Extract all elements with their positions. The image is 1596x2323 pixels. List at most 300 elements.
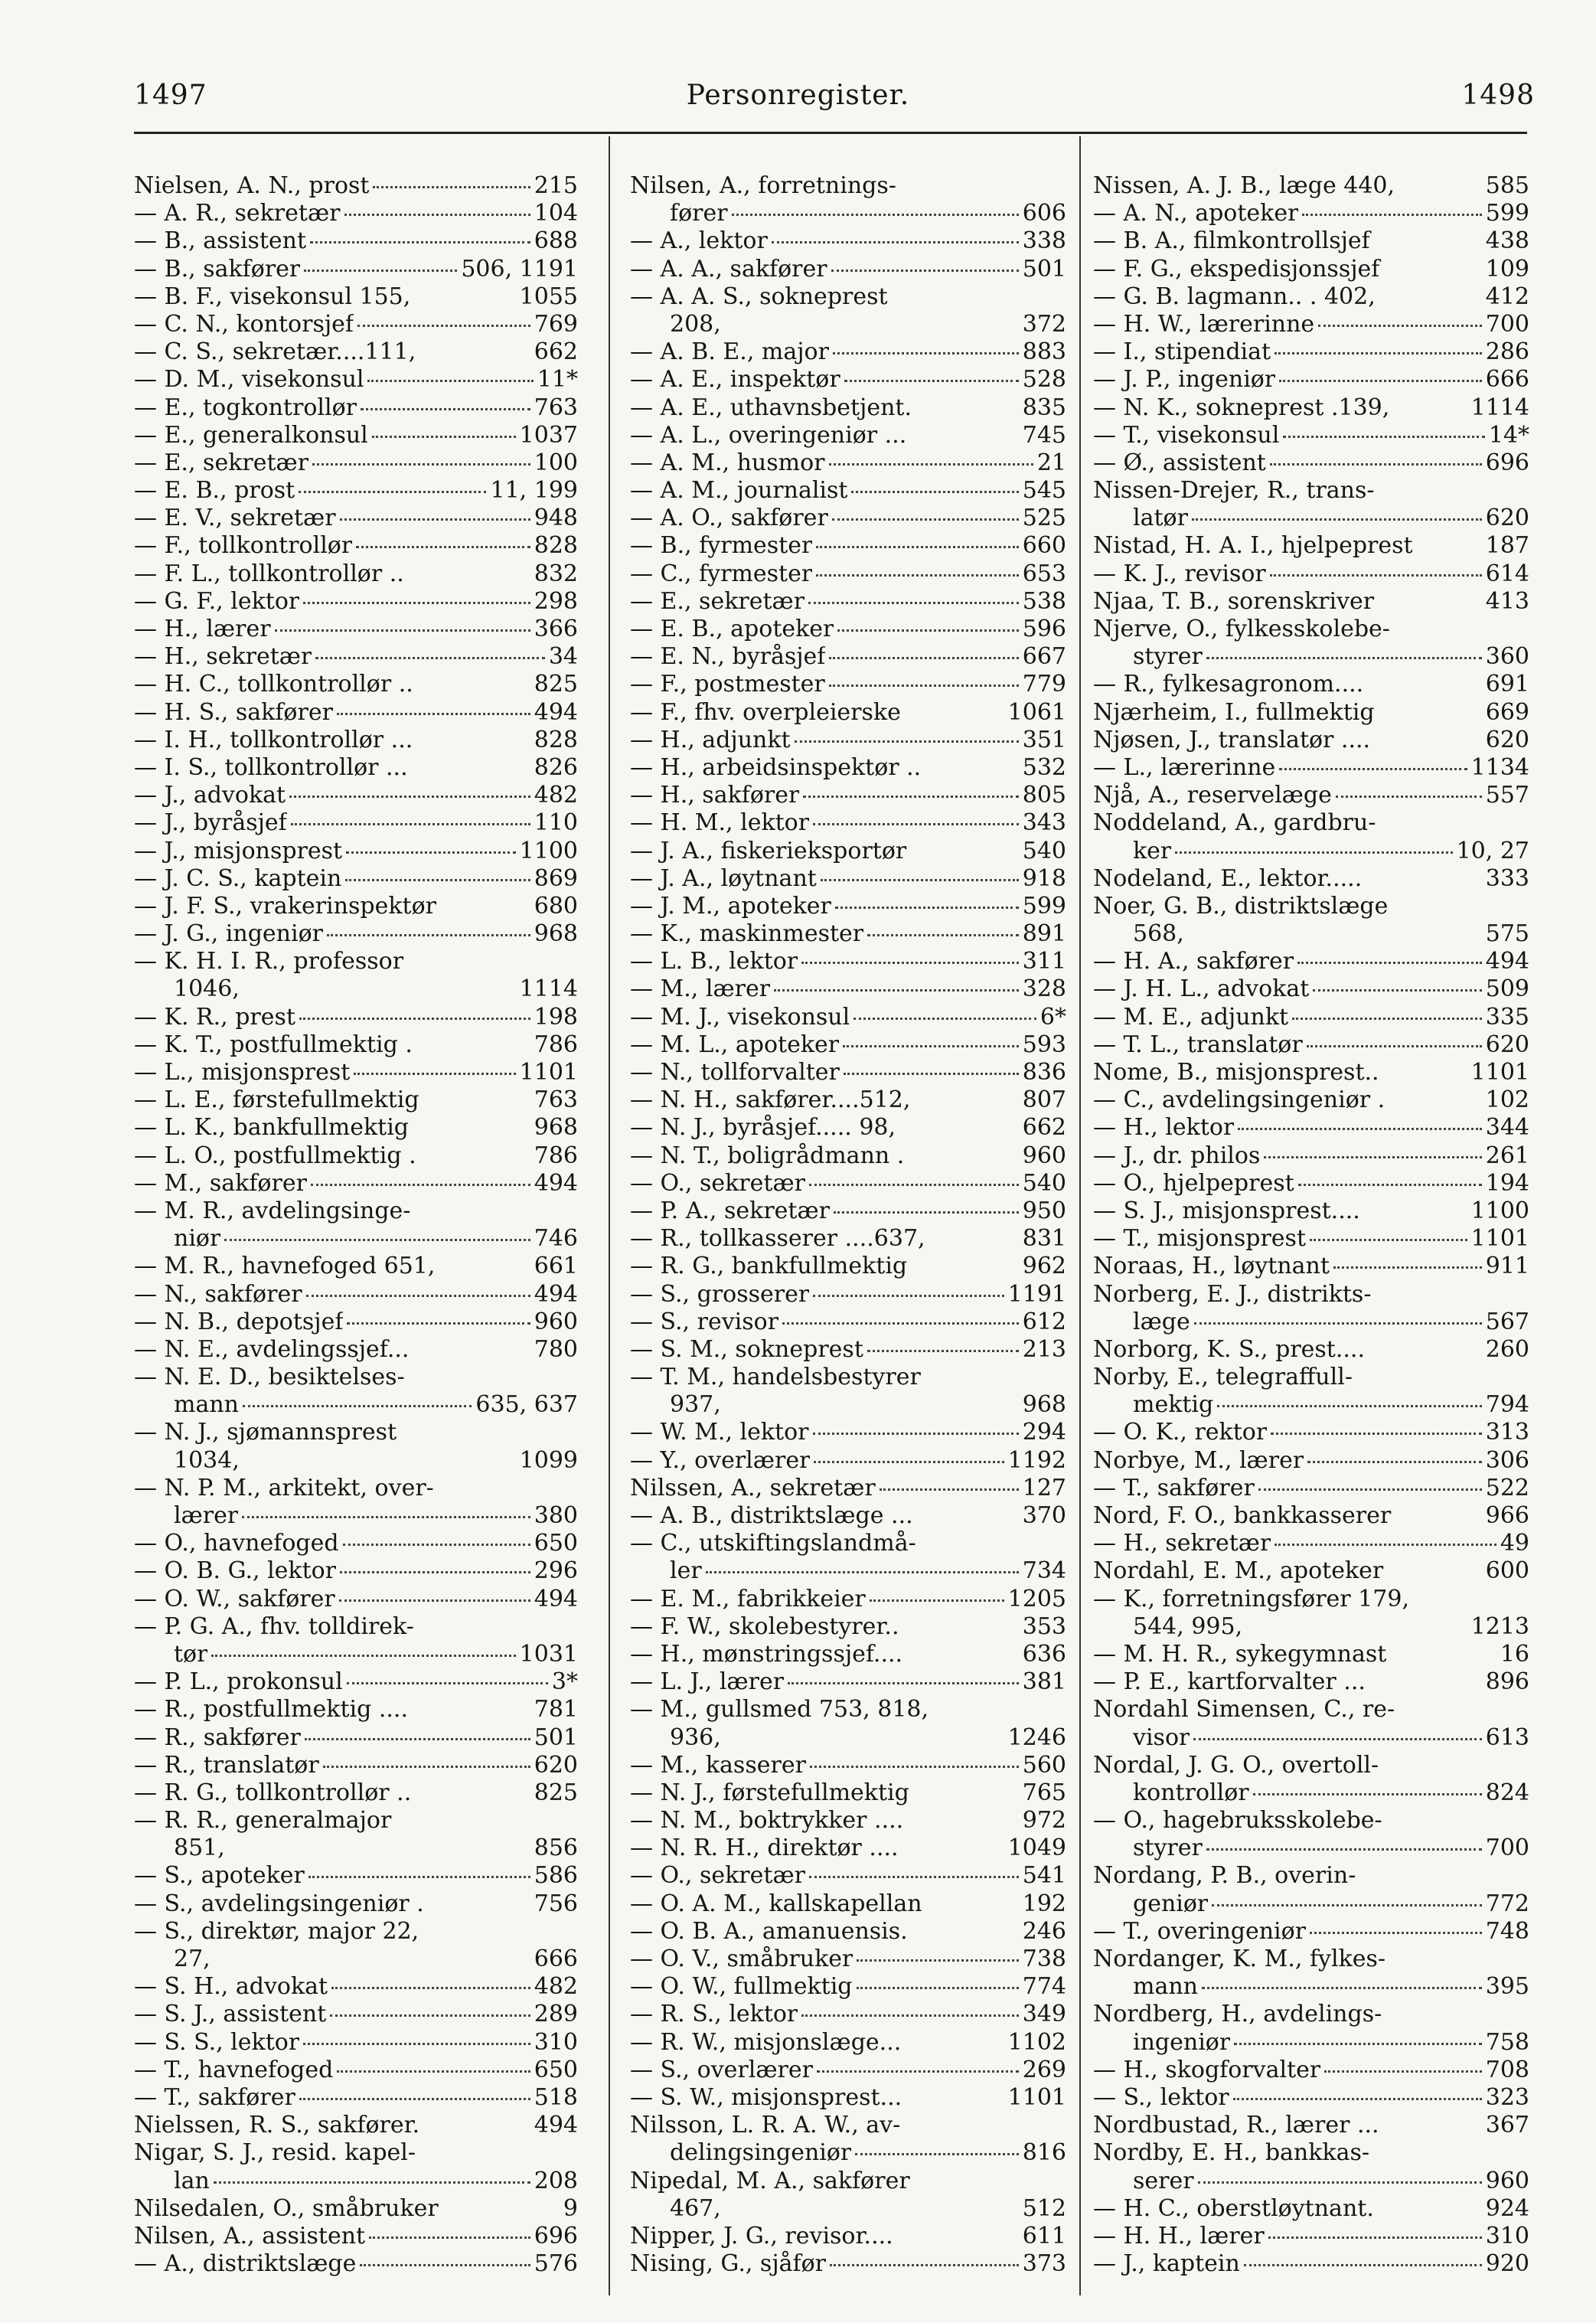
register-entry — [1093, 1004, 1529, 1031]
entry-text: Noer, G. B., distriktslæge — [1093, 892, 1389, 920]
dot-leader — [303, 2043, 530, 2045]
page-reference: 109 — [1485, 255, 1529, 283]
page-reference: 734 — [1022, 1557, 1066, 1585]
page-reference: 194 — [1485, 1169, 1529, 1197]
register-entry — [1093, 1114, 1529, 1142]
entry-text: — N. H., sakfører....512, — [630, 1086, 911, 1114]
entry-text: — A. O., sakfører — [630, 505, 828, 532]
page-reference: 805 — [1022, 782, 1066, 809]
entry-text: ker — [1133, 837, 1172, 864]
page-reference: 599 — [1022, 892, 1066, 920]
entry-text: 1034, — [174, 1446, 240, 1474]
register-entry — [1093, 2250, 1529, 2278]
entry-text: 568, — [1133, 920, 1184, 948]
register-entry — [134, 1004, 578, 1031]
page-reference: 192 — [1022, 1890, 1066, 1917]
entry-text: visor — [1133, 1723, 1190, 1751]
page-reference: 208 — [534, 2167, 578, 2194]
register-entry — [630, 1142, 1066, 1170]
register-entry — [630, 283, 1066, 311]
register-entry — [630, 1170, 1066, 1197]
dot-leader — [1198, 2181, 1482, 2184]
page-reference: 49 — [1500, 1530, 1529, 1557]
register-entry — [630, 616, 1066, 643]
entry-text: — H., skogforvalter — [1093, 2056, 1321, 2083]
entry-text: — N., tollforvalter — [630, 1059, 840, 1086]
page-reference: 606 — [1022, 200, 1066, 227]
register-entry — [134, 588, 578, 616]
entry-text: — F., tollkontrollør — [134, 532, 353, 560]
dot-leader — [345, 879, 530, 881]
register-entry — [630, 1586, 1066, 1613]
page-reference: 576 — [534, 2250, 578, 2278]
entry-text: — L. B., lektor — [630, 948, 798, 975]
entry-text: — M. E., adjunkt — [1093, 1003, 1289, 1031]
entry-text: — M. J., visekonsul — [630, 1003, 850, 1031]
page-reference: 948 — [534, 505, 578, 532]
register-entry — [134, 2223, 578, 2250]
entry-text: 208, — [670, 310, 721, 338]
dot-leader — [1234, 2043, 1482, 2045]
page-reference: 680 — [534, 892, 578, 920]
register-entry — [134, 948, 578, 975]
page-reference: 825 — [534, 671, 578, 698]
entry-text: 936, — [670, 1723, 721, 1751]
register-entry — [134, 1391, 578, 1419]
register-entry — [134, 2195, 578, 2223]
register-entry — [1093, 727, 1529, 754]
page-reference: 338 — [1022, 227, 1066, 255]
entry-text: — N. E., avdelingssjef... — [134, 1335, 410, 1363]
entry-text: — J., advokat — [134, 782, 286, 809]
register-entry — [1093, 1142, 1529, 1170]
register-entry — [630, 366, 1066, 394]
entry-text: — M., sakfører — [134, 1169, 307, 1197]
dot-leader — [809, 1876, 1019, 1878]
dot-leader — [1206, 1848, 1482, 1851]
page-reference: 962 — [1022, 1253, 1066, 1280]
page-reference: 381 — [1022, 1668, 1066, 1696]
dot-leader — [1307, 1461, 1482, 1463]
dot-leader — [1336, 796, 1482, 798]
entry-text: — E., sekretær — [134, 449, 309, 476]
register-entry — [134, 1447, 578, 1475]
dot-leader — [808, 602, 1019, 604]
register-entry — [630, 1557, 1066, 1585]
entry-text: 27, — [174, 1946, 211, 1972]
register-entry — [630, 2029, 1066, 2057]
dot-leader — [214, 2181, 530, 2184]
page-reference: 1192 — [1007, 1446, 1066, 1474]
page-reference: 611 — [1022, 2222, 1066, 2249]
dot-leader — [311, 1184, 530, 1186]
entry-text: — L. K., bankfullmektig — [134, 1114, 409, 1142]
dot-leader — [1279, 768, 1467, 770]
entry-text: — H. S., sakfører — [134, 698, 333, 726]
dot-leader — [299, 491, 486, 493]
entry-text: — S. S., lektor — [134, 2028, 300, 2056]
register-entry — [134, 1336, 578, 1364]
page-reference: 769 — [534, 310, 578, 338]
register-entry — [134, 2001, 578, 2028]
register-entry — [630, 1031, 1066, 1059]
dot-leader — [1283, 436, 1485, 438]
entry-text: — E. N., byråsjef — [630, 643, 826, 671]
entry-text: mektig — [1133, 1391, 1214, 1419]
register-entry — [1093, 283, 1529, 311]
register-entry — [630, 1391, 1066, 1419]
page-reference: 856 — [534, 1835, 578, 1862]
page-reference: 666 — [534, 1946, 578, 1972]
register-entry — [630, 1696, 1066, 1723]
page-reference: 1101 — [1007, 2083, 1066, 2111]
register-entry — [630, 256, 1066, 283]
register-entry — [630, 809, 1066, 837]
register-entry — [1093, 838, 1529, 865]
register-entry — [1093, 2139, 1529, 2167]
page-reference: 891 — [1022, 920, 1066, 948]
entry-text: — S., revisor — [630, 1308, 779, 1335]
register-entry — [134, 1779, 578, 1807]
register-entry — [1093, 1586, 1529, 1613]
page-reference: 691 — [1485, 671, 1529, 698]
dot-leader — [1175, 851, 1452, 854]
dot-leader — [369, 2236, 530, 2239]
register-entry — [1093, 311, 1529, 338]
dot-leader — [331, 1987, 530, 1989]
register-entry — [1093, 200, 1529, 227]
register-entry — [134, 1752, 578, 1779]
register-entry — [1093, 699, 1529, 727]
register-entry — [1093, 920, 1529, 948]
page-reference: 869 — [534, 864, 578, 892]
register-entry — [1093, 643, 1529, 671]
register-entry — [630, 2223, 1066, 2250]
entry-text: — T. M., handelsbestyrer — [630, 1364, 921, 1391]
entry-text: — S., overlærer — [630, 2056, 813, 2083]
entry-text: Nordang, P. B., overin- — [1093, 1862, 1356, 1890]
dot-leader — [312, 463, 530, 466]
dot-leader — [816, 546, 1018, 548]
register-entry — [1093, 1336, 1529, 1364]
entry-text: — M., gullsmed 753, 818, — [630, 1696, 929, 1723]
register-entry — [134, 172, 578, 200]
register-entry — [134, 1862, 578, 1890]
entry-text: — H. A., sakfører — [1093, 948, 1294, 975]
entry-text: Nordby, E. H., bankkas- — [1093, 2139, 1370, 2167]
entry-text: — J. A., fiskerieksportør — [630, 837, 907, 864]
dot-leader — [810, 1766, 1019, 1768]
page-reference: 612 — [1022, 1308, 1066, 1335]
register-entry — [1093, 505, 1529, 532]
register-entry — [1093, 2223, 1529, 2250]
register-entry — [630, 1613, 1066, 1641]
entry-text: — B. F., visekonsul 155, — [134, 283, 411, 310]
entry-text: — S. H., advokat — [134, 1973, 328, 2001]
dot-leader — [330, 2014, 530, 2017]
dot-leader — [813, 1295, 1004, 1297]
register-entry — [134, 1253, 578, 1280]
dot-leader — [829, 463, 1033, 466]
page-reference: 667 — [1022, 643, 1066, 671]
register-entry — [134, 1613, 578, 1641]
entry-text: — Ø., assistent — [1093, 449, 1266, 476]
dot-leader — [801, 962, 1019, 964]
page-reference: 538 — [1022, 587, 1066, 615]
entry-text: — K. H. I. R., professor — [134, 948, 404, 975]
entry-text: Nilsedalen, O., småbruker — [134, 2194, 439, 2222]
entry-text: — S. M., sokneprest — [630, 1335, 863, 1363]
entry-text: — O., sekretær — [630, 1169, 805, 1197]
register-entry — [1093, 1779, 1529, 1807]
entry-text: mann — [1133, 1973, 1198, 2001]
page-reference: 372 — [1022, 310, 1066, 338]
register-entry — [1093, 256, 1529, 283]
register-entry — [630, 2168, 1066, 2195]
dot-leader — [339, 1599, 530, 1602]
register-entry — [134, 671, 578, 698]
page-reference: 540 — [1022, 837, 1066, 864]
page-reference: 541 — [1022, 1862, 1066, 1890]
dot-leader — [857, 1959, 1018, 1962]
page-reference: 596 — [1022, 616, 1066, 642]
page-reference: 512 — [1022, 2194, 1066, 2222]
entry-text: Njøsen, J., translatør .... — [1093, 726, 1371, 753]
page-reference: 328 — [1022, 975, 1066, 1003]
register-entry — [630, 727, 1066, 754]
register-entry — [1093, 1557, 1529, 1585]
page-reference: 246 — [1022, 1917, 1066, 1945]
page-reference: 650 — [534, 2056, 578, 2083]
dot-leader — [1313, 989, 1481, 992]
register-entry — [134, 2029, 578, 2057]
register-entry — [630, 1779, 1066, 1807]
register-entry — [630, 1004, 1066, 1031]
entry-text: — S., avdelingsingeniør . — [134, 1890, 424, 1917]
entry-text: — P. E., kartforvalter ... — [1093, 1668, 1366, 1696]
entry-text: Nordanger, K. M., fylkes- — [1093, 1946, 1386, 1972]
entry-text: — H., lektor — [1093, 1114, 1235, 1142]
entry-text: — J., byråsjef — [134, 809, 287, 837]
entry-text: — N. T., boligrådmann . — [630, 1142, 905, 1169]
register-entry — [134, 1475, 578, 1502]
dot-leader — [347, 1322, 530, 1325]
register-entry — [1093, 1835, 1529, 1862]
entry-text: — L., misjonsprest — [134, 1059, 351, 1086]
entry-text: — H., sekretær — [1093, 1530, 1271, 1557]
register-entry — [134, 1502, 578, 1530]
dot-leader — [835, 907, 1019, 909]
register-entry — [134, 1086, 578, 1114]
dot-leader — [337, 2070, 530, 2073]
register-entry — [630, 1835, 1066, 1862]
page-reference: 14* — [1488, 421, 1529, 449]
entry-text: — A. A. S., sokneprest — [630, 283, 888, 310]
page-reference: 34 — [548, 643, 578, 671]
register-entry — [134, 754, 578, 782]
register-entry — [630, 948, 1066, 975]
page-reference: 779 — [1022, 671, 1066, 698]
entry-text: Nilsson, L. R. A. W., av- — [630, 2112, 901, 2139]
register-entry — [1093, 2084, 1529, 2112]
page-reference: 836 — [1022, 1059, 1066, 1086]
register-entry — [1093, 1973, 1529, 2001]
dot-leader — [816, 574, 1019, 577]
register-entry — [134, 727, 578, 754]
register-entry — [630, 200, 1066, 227]
dot-leader — [308, 1876, 530, 1878]
page-reference: 636 — [1022, 1640, 1066, 1668]
register-entry — [1093, 1890, 1529, 1918]
entry-text: — F., fhv. overpleierske — [630, 698, 901, 726]
page-reference: 746 — [534, 1225, 578, 1253]
register-entry — [134, 1530, 578, 1557]
dot-leader — [870, 1599, 1004, 1602]
dot-leader — [867, 1350, 1019, 1352]
entry-text: — E. V., sekretær — [134, 505, 336, 532]
entry-text: — N. R. H., direktør .... — [630, 1835, 899, 1862]
entry-text: Njaa, T. B., sorenskriver — [1093, 587, 1375, 615]
register-entry — [1093, 1031, 1529, 1059]
page-reference: 522 — [1485, 1474, 1529, 1501]
entry-text: — C., fyrmester — [630, 560, 813, 587]
dot-leader — [821, 879, 1019, 881]
page-reference: 824 — [1485, 1779, 1529, 1806]
page-reference: 920 — [1485, 2250, 1529, 2278]
page-reference: 653 — [1022, 560, 1066, 587]
register-entry — [134, 1031, 578, 1059]
register-entry — [134, 532, 578, 560]
page-reference: 828 — [534, 532, 578, 560]
dot-leader — [357, 325, 530, 327]
register-entry — [630, 1197, 1066, 1225]
dot-leader — [310, 241, 530, 243]
entry-text: — H. C., tollkontrollør .. — [134, 671, 413, 698]
dot-leader — [1193, 1738, 1481, 1740]
page-reference: 1246 — [1007, 1723, 1066, 1751]
page-reference: 335 — [1485, 1003, 1529, 1031]
entry-text: — N. B., depotsjef — [134, 1308, 344, 1335]
register-entry — [1093, 588, 1529, 616]
entry-text: — T., havnefoged — [134, 2056, 334, 2083]
register-entry — [1093, 1419, 1529, 1446]
page-reference: 708 — [1485, 2056, 1529, 2083]
register-entry — [1093, 1668, 1529, 1696]
entry-text: — S., direktør, major 22, — [134, 1917, 419, 1945]
dot-leader — [782, 1322, 1019, 1325]
entry-text: Nilsen, A., forretnings- — [630, 172, 896, 199]
page-reference: 482 — [534, 782, 578, 809]
page-reference: 261 — [1485, 1142, 1529, 1169]
page-reference: 395 — [1485, 1973, 1529, 2001]
page-reference: 545 — [1022, 477, 1066, 505]
register-entry — [134, 449, 578, 477]
page-reference: 911 — [1485, 1253, 1529, 1280]
page-reference: 482 — [534, 1973, 578, 2001]
dot-leader — [224, 1239, 530, 1241]
register-entry — [630, 1918, 1066, 1946]
entry-text: — C., avdelingsingeniør . — [1093, 1086, 1385, 1114]
page-reference: 494 — [534, 1280, 578, 1308]
page-reference: 3* — [551, 1668, 578, 1696]
register-entry — [134, 1724, 578, 1752]
register-entry — [134, 865, 578, 893]
register-entry — [1093, 1641, 1529, 1668]
entry-text: — O., havnefoged — [134, 1530, 339, 1557]
dot-leader — [1253, 1793, 1482, 1795]
entry-text: — R. R., generalmajor — [134, 1807, 392, 1835]
register-entry — [630, 1225, 1066, 1253]
page-reference: 662 — [1022, 1114, 1066, 1142]
page-number-left: 1497 — [134, 80, 207, 111]
register-entry — [134, 1946, 578, 1973]
page-reference: 1100 — [519, 837, 578, 864]
entry-text: — A., lektor — [630, 227, 768, 255]
dot-leader — [340, 1571, 530, 1573]
column-divider — [1079, 136, 1081, 2295]
dot-leader — [304, 270, 457, 272]
entry-text: — E., generalkonsul — [134, 421, 368, 449]
entry-text: — A. B. E., major — [630, 338, 829, 366]
register-entry — [630, 1364, 1066, 1391]
page-reference: 614 — [1485, 560, 1529, 587]
column-divider — [609, 136, 610, 2295]
register-entry — [630, 1475, 1066, 1502]
page-reference: 1213 — [1470, 1612, 1529, 1640]
page-reference: 774 — [1022, 1973, 1066, 2001]
entry-text: — N., sakfører — [134, 1280, 302, 1308]
page-reference: 344 — [1485, 1114, 1529, 1142]
page-reference: 1100 — [1470, 1197, 1529, 1224]
entry-text: Nilssen, A., sekretær — [630, 1474, 876, 1501]
page-reference: 661 — [534, 1253, 578, 1280]
page-reference: 198 — [534, 1003, 578, 1031]
page-reference: 501 — [1022, 255, 1066, 283]
dot-leader — [275, 629, 530, 632]
register-entry — [630, 2195, 1066, 2223]
entry-text: — S., lektor — [1093, 2083, 1229, 2111]
entry-text: — J., dr. philos — [1093, 1142, 1261, 1169]
dot-leader — [1298, 1184, 1482, 1186]
dot-leader — [211, 1655, 515, 1657]
page-reference: 700 — [1485, 1835, 1529, 1862]
entry-text: — J. M., apoteker — [630, 892, 831, 920]
page-reference: 960 — [1485, 2167, 1529, 2194]
entry-text: — M. H. R., sykegymnast — [1093, 1640, 1387, 1668]
entry-text: — E. B., prost — [134, 477, 295, 505]
entry-text: — H., adjunkt — [630, 726, 791, 753]
entry-text: — O. B. G., lektor — [134, 1557, 337, 1585]
dot-leader — [844, 380, 1019, 382]
page-reference: 311 — [1022, 948, 1066, 975]
dot-leader — [315, 657, 544, 659]
register-entry — [1093, 754, 1529, 782]
register-entry — [134, 782, 578, 809]
page-reference: 349 — [1022, 2001, 1066, 2028]
entry-text: — K. T., postfullmektig . — [134, 1031, 413, 1058]
page-reference: 883 — [1022, 338, 1066, 366]
entry-text: — R., translatør — [134, 1751, 319, 1779]
entry-text: — O., sekretær — [630, 1862, 805, 1890]
register-entry — [1093, 1946, 1529, 1973]
dot-leader — [1217, 1405, 1482, 1407]
entry-text: — K., forretningsfører 179, — [1093, 1585, 1409, 1612]
register-entry — [1093, 394, 1529, 422]
entry-text: — J. H. L., advokat — [1093, 975, 1310, 1003]
register-entry — [134, 975, 578, 1003]
dot-leader — [327, 934, 530, 936]
register-entry — [1093, 948, 1529, 975]
